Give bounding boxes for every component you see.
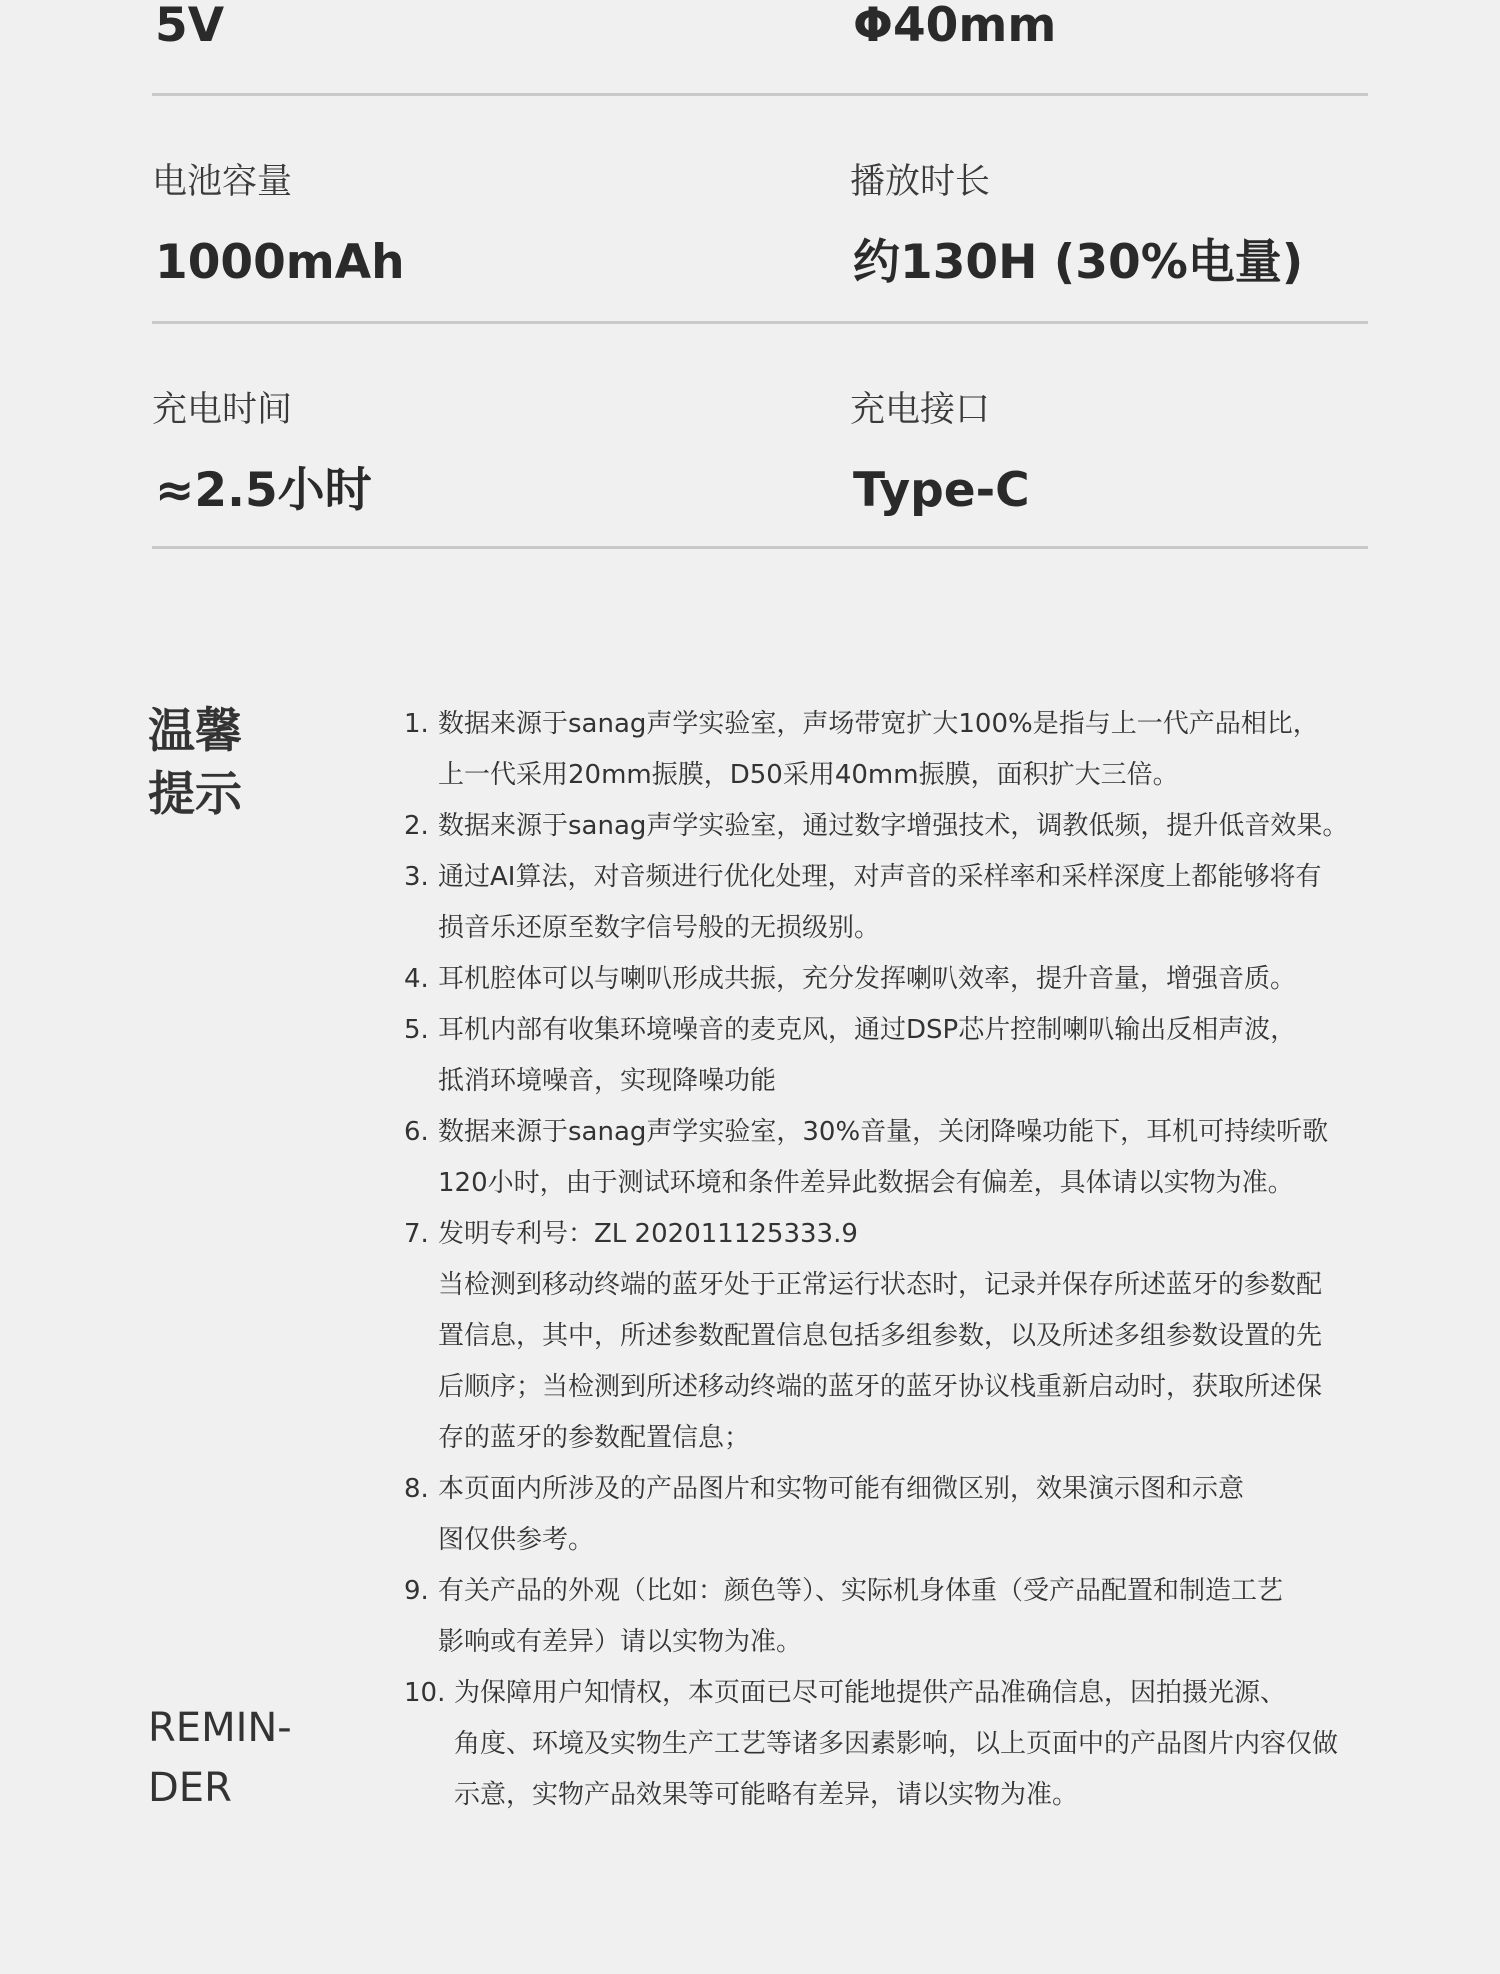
- note-line: 120小时，由于测试环境和条件差异此数据会有偏差，具体请以实物为准。: [438, 1168, 1294, 1198]
- note-line: 图仅供参考。: [438, 1525, 595, 1555]
- note-line: 耳机内部有收集环境噪音的麦克风，通过DSP芯片控制喇叭输出反相声波，: [438, 1015, 1297, 1045]
- note-line: 后顺序；当检测到所述移动终端的蓝牙的蓝牙协议栈重新启动时，获取所述保: [438, 1372, 1323, 1402]
- note-line: 耳机腔体可以与喇叭形成共振，充分发挥喇叭效率，提升音量，增强音质。: [438, 964, 1297, 994]
- spec-value-charge-time: ≈2.5小时: [155, 463, 372, 518]
- note-line: 数据来源于sanag声学实验室，声场带宽扩大100%是指与上一代产品相比，: [438, 709, 1319, 739]
- spec-label-battery: 电池容量: [152, 162, 293, 202]
- spec-row-charging: [152, 324, 1368, 549]
- note-line: 当检测到移动终端的蓝牙处于正常运行状态时，记录并保存所述蓝牙的参数配: [438, 1270, 1323, 1300]
- note-number: 6.: [404, 1117, 429, 1147]
- note-number: 9.: [404, 1576, 429, 1606]
- note-number: 1.: [404, 709, 429, 739]
- note-item: [404, 1566, 1404, 1668]
- note-number: 7.: [404, 1219, 429, 1249]
- note-number: 8.: [404, 1474, 429, 1504]
- note-line: 损音乐还原至数字信号般的无损级别。: [438, 913, 881, 943]
- spec-value-battery: 1000mAh: [155, 235, 405, 290]
- reminder-title-cn: [148, 700, 242, 826]
- note-line: 发明专利号：ZL 202011125333.9: [438, 1219, 858, 1249]
- spec-label-playtime: 播放时长: [850, 162, 991, 202]
- note-item: [404, 1464, 1404, 1566]
- spec-value-driver-size: Φ40mm: [853, 0, 1057, 53]
- spec-row-battery-playtime: [152, 96, 1368, 324]
- note-item: [404, 699, 1404, 801]
- note-number: 10.: [404, 1678, 446, 1708]
- spec-row-voltage-driver: [152, 0, 1368, 96]
- note-line: 本页面内所涉及的产品图片和实物可能有细微区别，效果演示图和示意: [438, 1474, 1245, 1504]
- note-number: 4.: [404, 964, 429, 994]
- note-line: 示意，实物产品效果等可能略有差异，请以实物为准。: [454, 1780, 1079, 1810]
- reminder-title-en-line: REMIN-: [148, 1705, 292, 1751]
- spec-value-playtime: 约130H (30%电量): [853, 235, 1304, 290]
- note-line: 置信息，其中，所述参数配置信息包括多组参数，以及所述多组参数设置的先: [438, 1321, 1323, 1351]
- note-number: 5.: [404, 1015, 429, 1045]
- note-line: 影响或有差异）请以实物为准。: [438, 1627, 803, 1657]
- note-item: [404, 801, 1404, 852]
- note-item: [404, 954, 1404, 1005]
- note-line: 抵消环境噪音，实现降噪功能: [438, 1066, 777, 1096]
- note-line: 数据来源于sanag声学实验室，通过数字增强技术，调教低频，提升低音效果。: [438, 811, 1349, 841]
- notes-list: [404, 699, 1404, 1821]
- spec-table: [152, 0, 1368, 549]
- note-number: 3.: [404, 862, 429, 892]
- spec-label-charge-port: 充电接口: [850, 390, 991, 430]
- spec-value-voltage: 5V: [155, 0, 225, 53]
- note-line: 通过AI算法，对音频进行优化处理，对声音的采样率和采样深度上都能够将有: [438, 862, 1322, 892]
- spec-value-charge-port: Type-C: [853, 463, 1030, 518]
- spec-label-charge-time: 充电时间: [152, 390, 293, 430]
- note-item: [404, 1005, 1404, 1107]
- note-item: [404, 1209, 1404, 1464]
- reminder-title-en: [148, 1698, 292, 1818]
- note-line: 为保障用户知情权，本页面已尽可能地提供产品准确信息，因拍摄光源、: [454, 1678, 1287, 1708]
- note-line: 有关产品的外观（比如：颜色等）、实际机身体重（受产品配置和制造工艺: [438, 1576, 1284, 1606]
- note-line: 存的蓝牙的参数配置信息；: [438, 1423, 751, 1453]
- note-number: 2.: [404, 811, 429, 841]
- note-line: 上一代采用20mm振膜，D50采用40mm振膜，面积扩大三倍。: [438, 760, 1179, 790]
- note-line: 数据来源于sanag声学实验室，30%音量，关闭降噪功能下，耳机可持续听歌: [438, 1117, 1329, 1147]
- reminder-title-cn-line: 提示: [148, 767, 242, 822]
- reminder-title-cn-line: 温馨: [148, 704, 242, 759]
- note-line: 角度、环境及实物生产工艺等诸多因素影响，以上页面中的产品图片内容仅做: [454, 1729, 1339, 1759]
- reminder-title-en-line: DER: [148, 1765, 232, 1811]
- note-item: [404, 1107, 1404, 1209]
- note-item: [404, 852, 1404, 954]
- note-item: [404, 1668, 1404, 1821]
